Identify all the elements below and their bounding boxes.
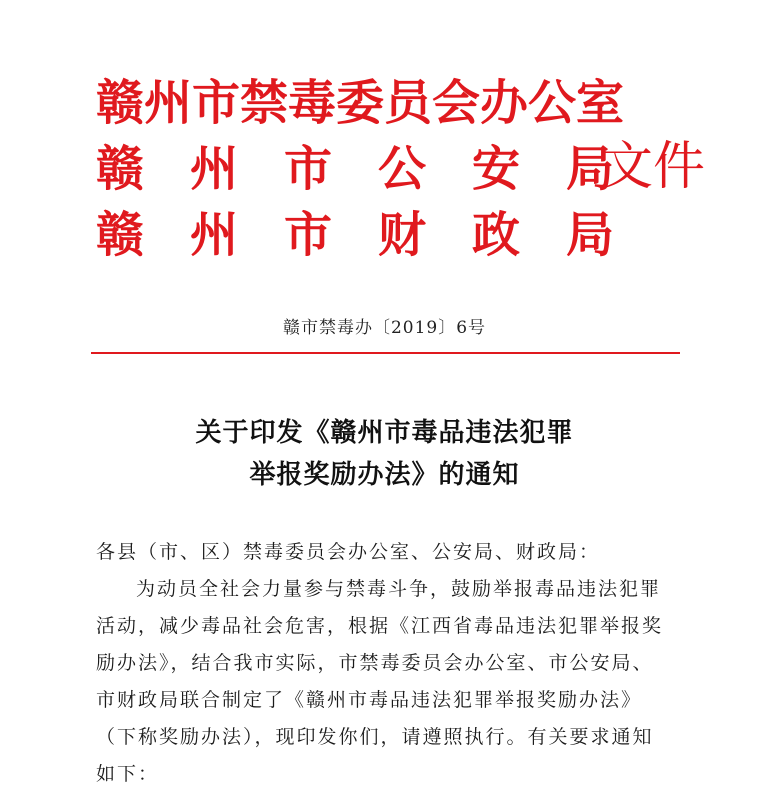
issuer-public-security-bureau	[96, 140, 614, 198]
body-line: 市财政局联合制定了《赣州市毒品违法犯罪举报奖励办法》	[96, 689, 643, 711]
issuer-char: 公	[378, 141, 427, 197]
body-line: 如下：	[96, 763, 160, 785]
issuer-char: 赣	[96, 207, 145, 263]
issuer-char: 州	[190, 207, 239, 263]
issuer-char: 市	[284, 141, 333, 197]
issuer-finance-bureau	[96, 206, 614, 264]
red-header	[96, 74, 706, 264]
issuer-char: 州	[190, 141, 239, 197]
document-title	[0, 412, 769, 496]
issuer-char: 政	[472, 207, 521, 263]
issuer-char: 安	[472, 141, 521, 197]
document-number: 赣市禁毒办〔2019〕6号	[282, 318, 487, 338]
document-body	[96, 534, 686, 793]
body-line: 活动，减少毒品社会危害，根据《江西省毒品违法犯罪举报奖	[96, 615, 664, 637]
body-line: 励办法》，结合我市实际，市禁毒委员会办公室、市公安局、	[96, 652, 654, 674]
title-line-2: 举报奖励办法》的通知	[249, 460, 520, 490]
issuer-char: 财	[378, 207, 427, 263]
issuer-char: 局	[566, 141, 615, 197]
red-divider-line	[91, 352, 680, 354]
issuer-char: 赣	[96, 141, 145, 197]
issuer-drug-control-office: 赣州市禁毒委员会办公室	[96, 75, 625, 131]
issuer-char: 市	[284, 207, 333, 263]
document-label: 文件	[601, 137, 706, 197]
body-line: 为动员全社会力量参与禁毒斗争，鼓励举报毒品违法犯罪	[136, 578, 662, 600]
body-line: （下称奖励办法），现印发你们，请遵照执行。有关要求通知	[96, 726, 654, 748]
title-line-1: 关于印发《赣州市毒品违法犯罪	[195, 418, 574, 448]
issuer-char: 局	[566, 207, 615, 263]
salutation: 各县（市、区）禁毒委员会办公室、公安局、财政局：	[96, 541, 601, 563]
